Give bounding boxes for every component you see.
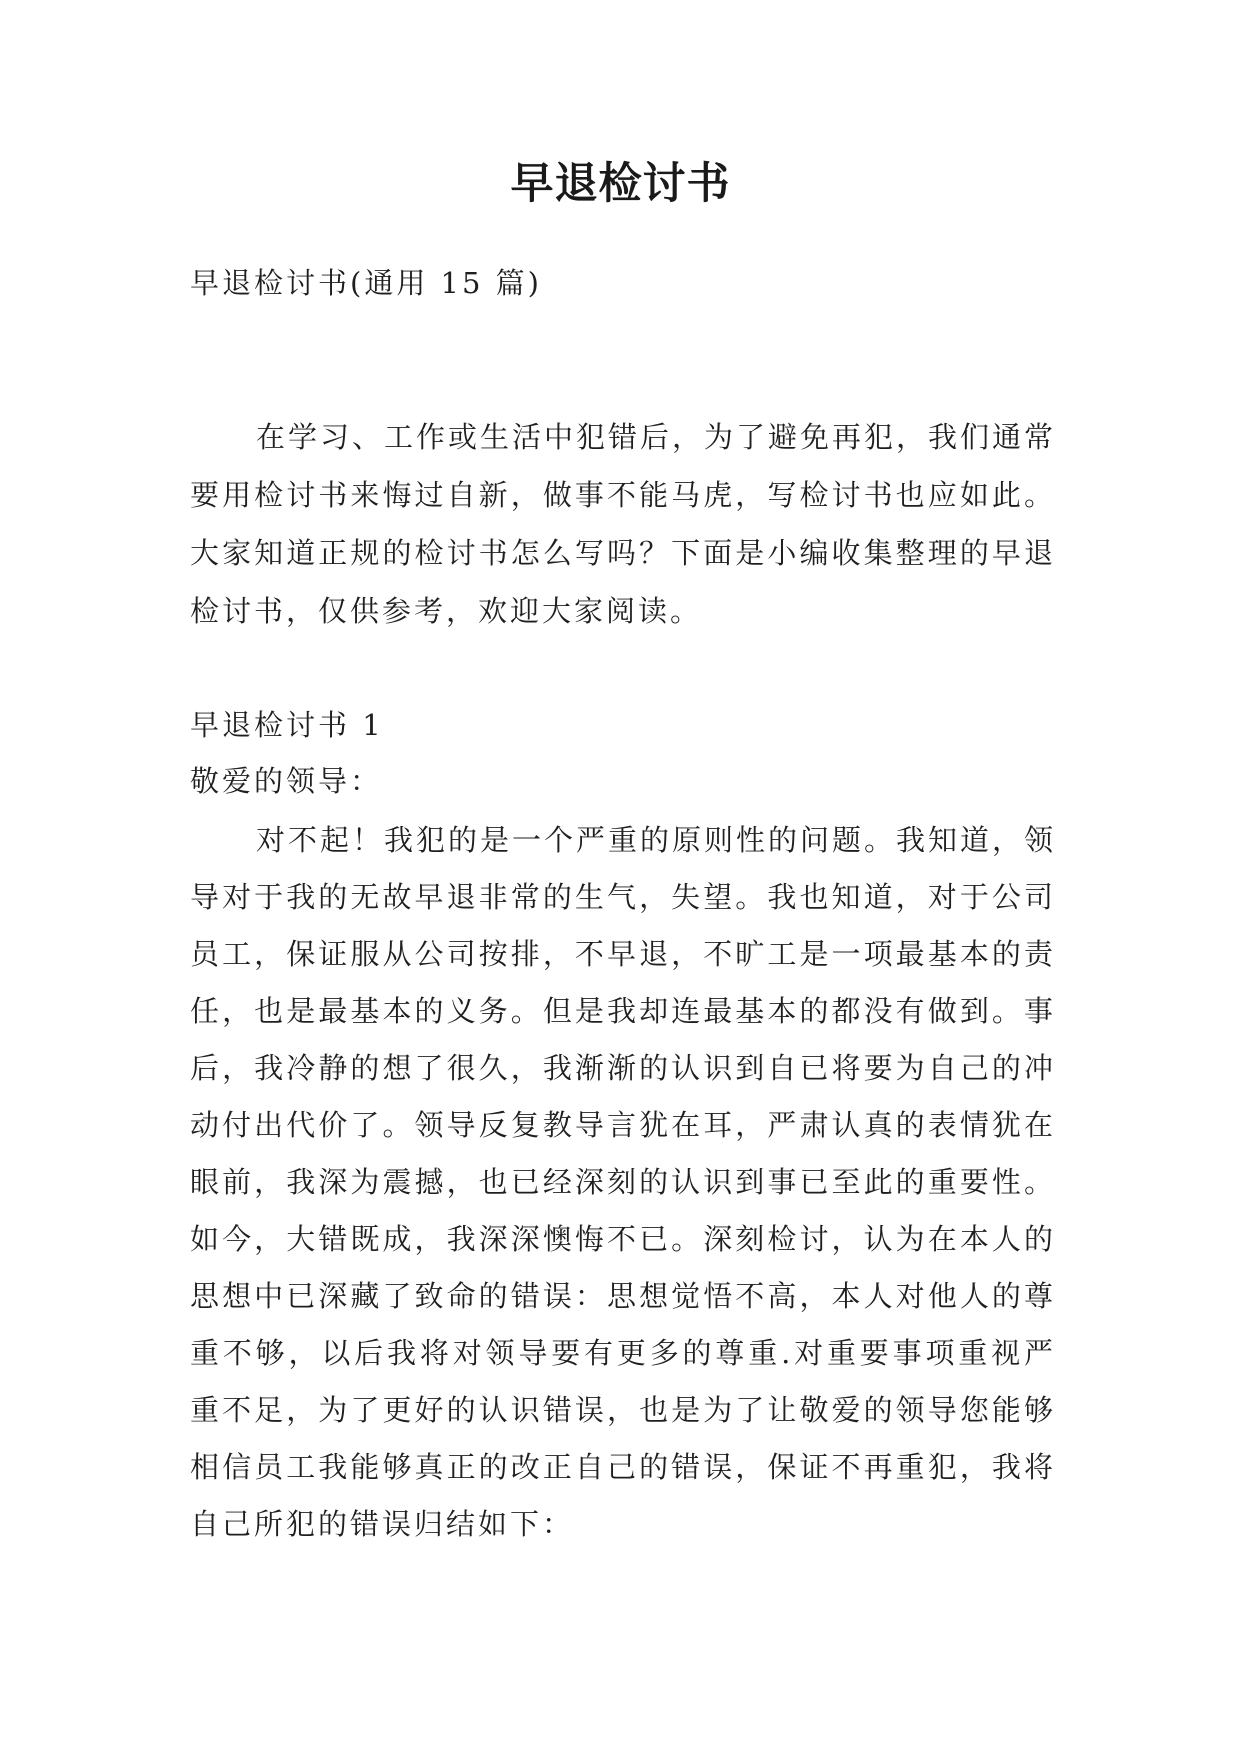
intro-paragraph: 在学习、工作或生活中犯错后，为了避免再犯，我们通常要用检讨书来悔过自新，做事不能马虎，写检讨书也应如此。大家知道正规的检讨书怎么写吗？下面是小编收集整理的早退检讨书，仅供参考，欢迎大家阅读。: [190, 420, 1057, 628]
section-heading: 早退检讨书 1: [190, 708, 384, 742]
letter-body-paragraph: 对不起！我犯的是一个严重的原则性的问题。我知道，领导对于我的无故早退非常的生气，失望。我也知道，对于公司员工，保证服从公司按排，不早退，不旷工是一项最基本的责任，也是最基本的义务。但是我却连最基本的都没有做到。事后，我冷静的想了很久，我渐渐的认识到自已将要为自己的冲动付出代价了。领导反复教导言犹在耳，严肃认真的表情犹在眼前，我深为震撼，也已经深刻的认识到事已至此的重要性。如今，大错既成，我深深懊悔不已。深刻检讨，认为在本人的思想中已深藏了致命的错误：思想觉悟不高，本人对他人的尊重不够，以后我将对领导要有更多的尊重.对重要事项重视严重不足，为了更好的认识错误，也是为了让敬爱的领导您能够相信员工我能够真正的改正自己的错误，保证不再重犯，我将自己所犯的错误归结如下：: [190, 823, 1057, 1541]
document-subtitle: 早退检讨书(通用 15 篇): [190, 266, 542, 300]
salutation: 敬爱的领导：: [190, 764, 383, 798]
page-title: 早退检讨书: [510, 159, 731, 209]
